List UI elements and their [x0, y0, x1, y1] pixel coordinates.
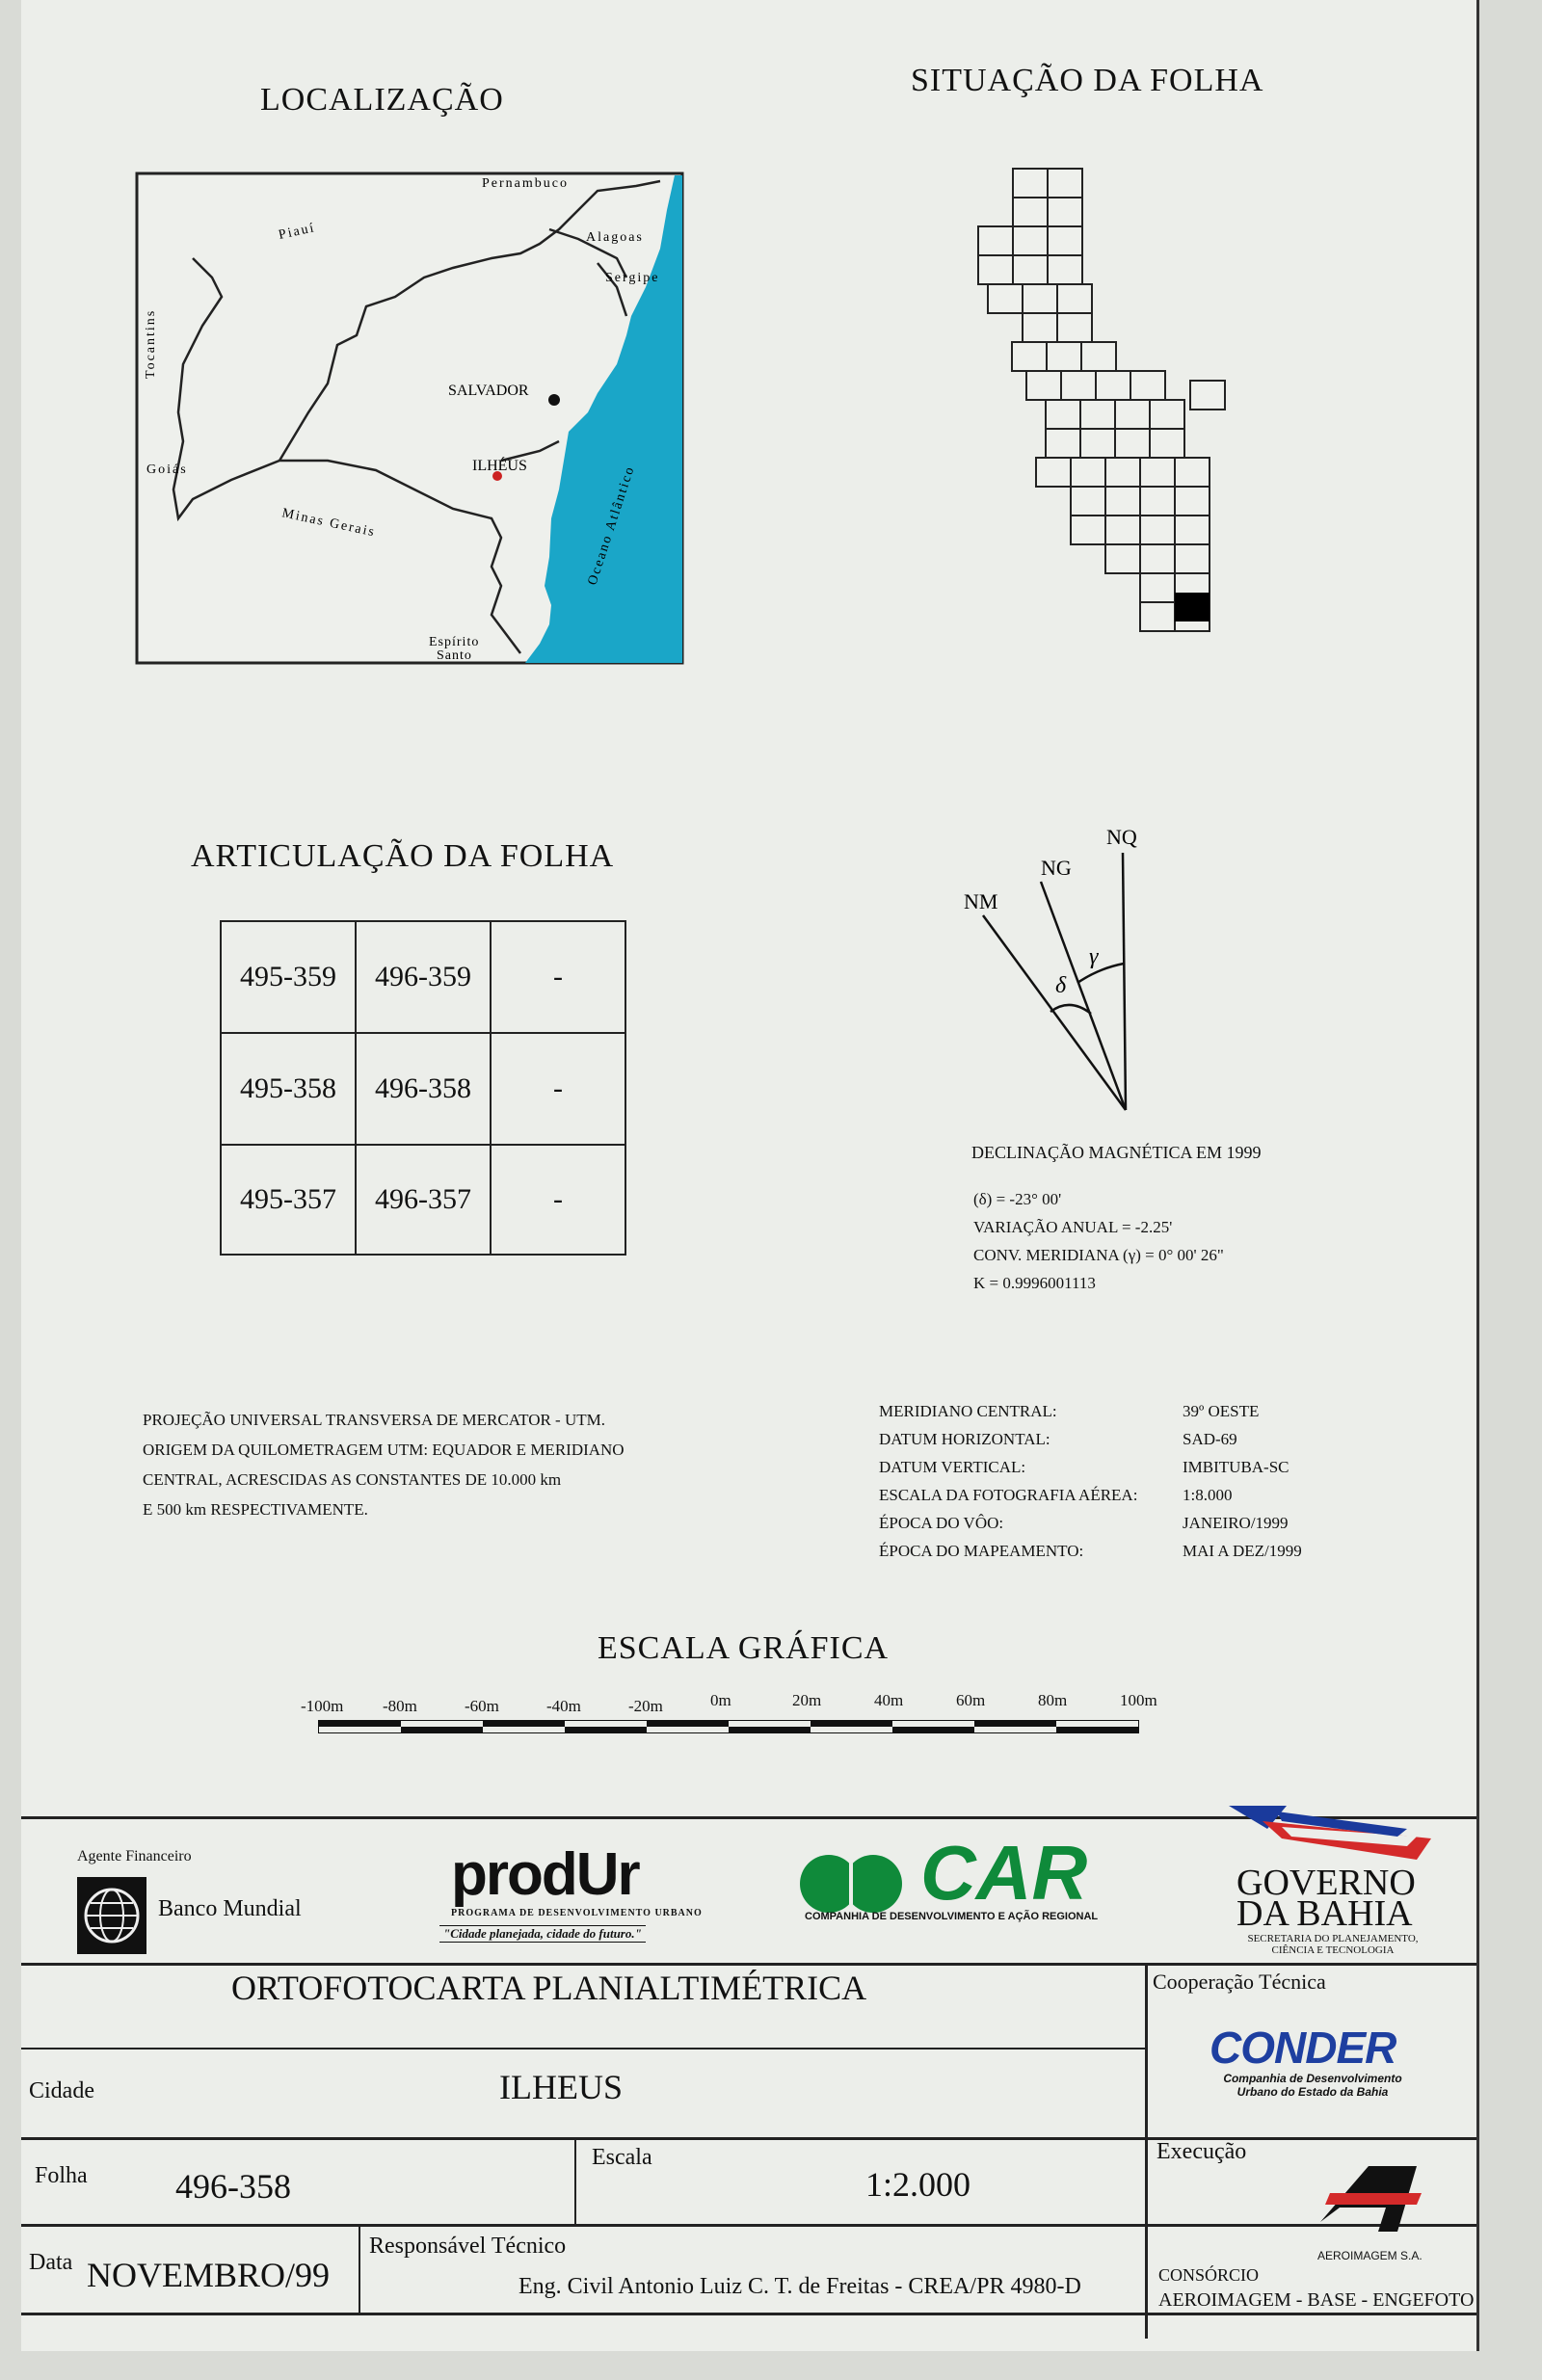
cidade-label: Cidade	[29, 2078, 94, 2103]
label-delta: δ	[1055, 973, 1067, 998]
bahia-flag-icon	[1224, 1800, 1436, 1872]
projecao-line: ORIGEM DA QUILOMETRAGEM UTM: EQUADOR E MERIDIANO	[143, 1441, 625, 1459]
north-arrows-diagram	[944, 819, 1195, 1118]
execucao-label: Execução	[1156, 2139, 1247, 2164]
scale-bar	[301, 1691, 1157, 1739]
governo-line-1: GOVERNO	[1236, 1863, 1416, 1903]
label-ng: NG	[1041, 856, 1072, 880]
scale-segment	[319, 1721, 401, 1727]
escala-value: 1:2.000	[865, 2165, 971, 2204]
governo-title	[1236, 1863, 1416, 1934]
scale-segment	[811, 1721, 892, 1727]
produr-slogan: "Cidade planejada, cidade do futuro."	[439, 1925, 646, 1943]
aeroimagem-label: AEROIMAGEM S.A.	[1317, 2249, 1422, 2262]
current-sheet-cell	[1175, 593, 1210, 621]
table-cell: -	[553, 1072, 563, 1104]
consorcio-line: AEROIMAGEM - BASE - ENGEFOTO	[1158, 2289, 1475, 2311]
governo-subtitle	[1236, 1933, 1429, 1956]
param-label: ÉPOCA DO MAPEAMENTO:	[879, 1542, 1084, 1560]
declinacao-values	[973, 1185, 1224, 1297]
ng-line	[1041, 882, 1126, 1110]
governo-line-2: DA BAHIA	[1236, 1893, 1413, 1934]
label-piaui: Piauí	[277, 221, 317, 243]
declinacao-line: CONV. MERIDIANA (γ) = 0° 00' 26"	[973, 1246, 1224, 1264]
projecao-line: CENTRAL, ACRESCIDAS AS CONSTANTES DE 10.000 km	[143, 1470, 562, 1489]
scale-segment	[647, 1721, 729, 1727]
param-value: 1:8.000	[1183, 1486, 1233, 1504]
scale-tick-label: 100m	[1120, 1691, 1157, 1709]
label-alagoas: Alagoas	[586, 230, 644, 245]
projecao-line: PROJEÇÃO UNIVERSAL TRANSVERSA DE MERCATOR - UTM.	[143, 1411, 605, 1429]
nm-line	[983, 915, 1126, 1110]
param-value: MAI A DEZ/1999	[1183, 1542, 1302, 1560]
produr-logo: prodUr	[451, 1841, 639, 1908]
aeroimagem-logo-icon	[1311, 2164, 1426, 2246]
label-goias: Goiás	[146, 463, 188, 477]
declinacao-line: VARIAÇÃO ANUAL = -2.25'	[973, 1218, 1173, 1236]
scale-segment	[974, 1721, 1056, 1727]
label-salvador: SALVADOR	[448, 383, 529, 399]
scale-segment	[729, 1727, 811, 1732]
titleblock-line	[574, 2137, 576, 2226]
folha-label: Folha	[35, 2163, 88, 2188]
param-label: ESCALA DA FOTOGRAFIA AÉREA:	[879, 1486, 1138, 1504]
scale-tick-label: 0m	[710, 1691, 731, 1709]
table-cell: 496-357	[375, 1183, 471, 1215]
titleblock-divider	[1145, 1963, 1148, 2339]
cooperacao-label: Cooperação Técnica	[1153, 1970, 1326, 1994]
table-cell: 495-358	[240, 1072, 336, 1104]
world-bank-logo	[77, 1877, 146, 1954]
scale-tick-label: 20m	[792, 1691, 822, 1709]
governo-sub-line: SECRETARIA DO PLANEJAMENTO,	[1247, 1933, 1419, 1944]
projecao-line: E 500 km RESPECTIVAMENTE.	[143, 1500, 368, 1519]
scale-segment	[565, 1727, 647, 1732]
consorcio-line: CONSÓRCIO	[1158, 2265, 1260, 2285]
param-value: JANEIRO/1999	[1183, 1514, 1289, 1532]
table-cell: 496-359	[375, 961, 471, 992]
titleblock-line	[21, 2224, 1476, 2227]
conder-subtitle	[1216, 2072, 1409, 2099]
scale-tick-label: 60m	[956, 1691, 986, 1709]
situacao-title: SITUAÇÃO DA FOLHA	[911, 63, 1264, 98]
label-oceano: Oceano Atlântico	[585, 463, 638, 588]
label-gamma: γ	[1089, 944, 1099, 969]
data-label: Data	[29, 2250, 73, 2275]
titleblock-bottom-line	[21, 2313, 1476, 2315]
table-cell: 496-358	[375, 1072, 471, 1104]
declinacao-line: K = 0.9996001113	[973, 1274, 1096, 1292]
conder-sub-line: Companhia de Desenvolvimento	[1223, 2072, 1402, 2085]
label-nm: NM	[964, 889, 998, 913]
table-cell: 495-357	[240, 1183, 336, 1215]
consorcio-block	[1158, 2262, 1474, 2313]
salvador-marker	[548, 394, 560, 406]
nq-line	[1123, 853, 1126, 1110]
governo-sub-line: CIÊNCIA E TECNOLOGIA	[1271, 1944, 1395, 1956]
param-label: DATUM VERTICAL:	[879, 1458, 1026, 1476]
responsavel-value: Eng. Civil Antonio Luiz C. T. de Freitas - CREA/PR 4980-D	[518, 2274, 1081, 2299]
scale-tick-label: -60m	[465, 1697, 499, 1715]
escala-label: Escala	[592, 2145, 652, 2170]
agente-label: Agente Financeiro	[77, 1848, 192, 1864]
label-tocantins: Tocantins	[144, 308, 158, 379]
titleblock-line	[359, 2224, 360, 2315]
param-value: 39º OESTE	[1183, 1402, 1260, 1420]
articulacao-title: ARTICULAÇÃO DA FOLHA	[191, 838, 615, 874]
cidade-value: ILHEUS	[499, 2068, 623, 2106]
param-label: ÉPOCA DO VÔO:	[879, 1514, 1004, 1532]
banco-mundial-label: Banco Mundial	[158, 1896, 302, 1921]
titleblock-line	[21, 2048, 1145, 2049]
table-cell: -	[553, 961, 563, 992]
geodetic-params	[879, 1397, 1342, 1565]
projecao-notes	[143, 1405, 625, 1524]
scale-tick-label: -80m	[383, 1697, 417, 1715]
responsavel-label: Responsável Técnico	[369, 2234, 567, 2259]
param-value: SAD-69	[1183, 1430, 1237, 1448]
param-label: MERIDIANO CENTRAL:	[879, 1402, 1057, 1420]
scale-segment	[483, 1721, 565, 1727]
car-logo: CAR	[920, 1830, 1088, 1916]
folha-value: 496-358	[175, 2167, 291, 2206]
scale-tick-label: -40m	[546, 1697, 581, 1715]
label-espirito: Espírito	[429, 635, 480, 649]
label-santo: Santo	[437, 648, 472, 663]
declinacao-title: DECLINAÇÃO MAGNÉTICA EM 1999	[971, 1143, 1262, 1162]
car-subtitle: COMPANHIA DE DESENVOLVIMENTO E AÇÃO REGIONAL	[805, 1911, 1099, 1922]
conder-logo: CONDER	[1210, 2023, 1396, 2073]
product-title: ORTOFOTOCARTA PLANIALTIMÉTRICA	[231, 1969, 867, 2007]
data-value: NOVEMBRO/99	[87, 2256, 331, 2294]
label-ilheus: ILHÉUS	[472, 458, 527, 474]
scale-tick-label: -20m	[628, 1697, 663, 1715]
conder-sub-line: Urbano do Estado da Bahia	[1236, 2085, 1389, 2099]
index-cells	[978, 169, 1225, 631]
location-map	[135, 172, 686, 665]
produr-subtitle: PROGRAMA DE DESENVOLVIMENTO URBANO	[451, 1908, 703, 1918]
declinacao-line: (δ) = -23° 00'	[973, 1190, 1062, 1208]
scale-segment	[1056, 1727, 1138, 1732]
label-minas-gerais: Minas Gerais	[280, 506, 378, 541]
scale-tick-label: 40m	[874, 1691, 904, 1709]
table-cell: 495-359	[240, 961, 336, 992]
scale-tick-label: -100m	[301, 1697, 344, 1715]
label-sergipe: Sergipe	[605, 271, 660, 285]
localizacao-title: LOCALIZAÇÃO	[260, 82, 504, 118]
label-pernambuco: Pernambuco	[482, 176, 569, 191]
scale-tick-label: 80m	[1038, 1691, 1068, 1709]
escala-grafica-title: ESCALA GRÁFICA	[598, 1630, 890, 1666]
label-nq: NQ	[1106, 825, 1137, 849]
titleblock-line	[21, 1963, 1476, 1966]
articulacao-table	[220, 920, 626, 1256]
titleblock-line	[21, 2137, 1476, 2140]
situacao-grid	[973, 164, 1253, 665]
scale-segment	[892, 1727, 974, 1732]
table-cell: -	[553, 1183, 563, 1215]
param-value: IMBITUBA-SC	[1183, 1458, 1289, 1476]
param-label: DATUM HORIZONTAL:	[879, 1430, 1050, 1448]
scale-segment	[401, 1727, 483, 1732]
